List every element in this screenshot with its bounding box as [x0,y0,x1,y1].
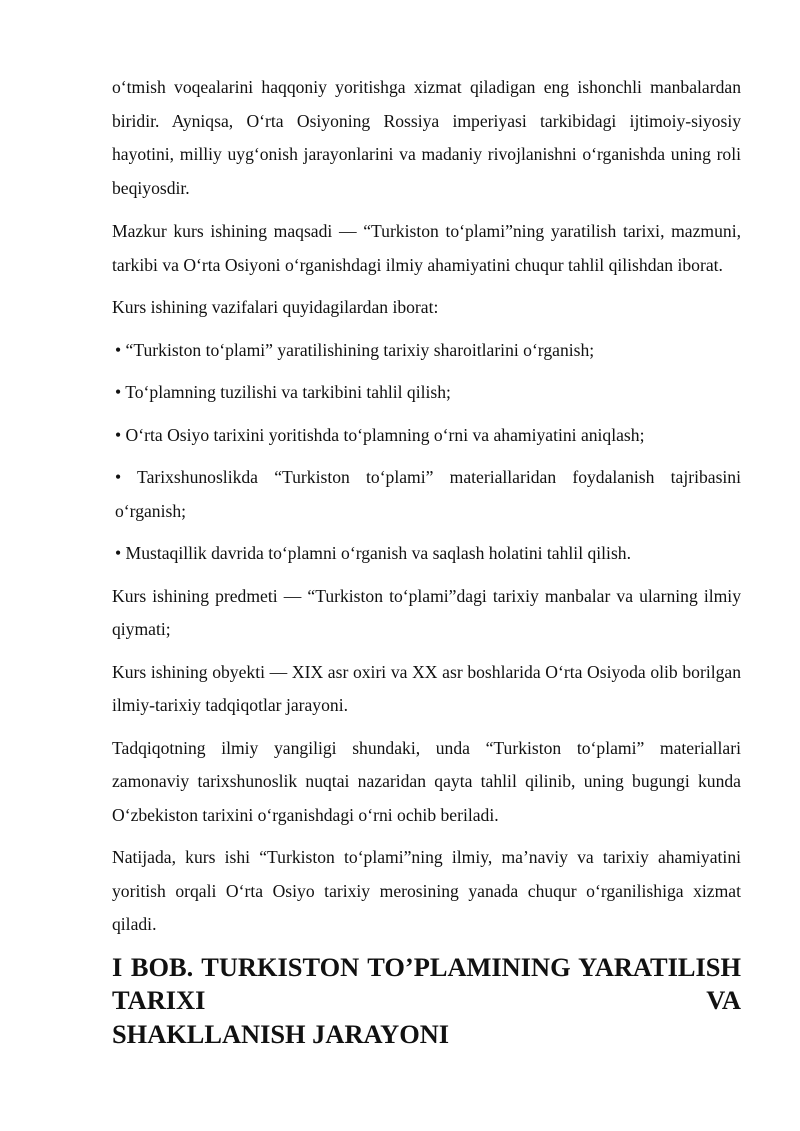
paragraph-course-object: Kurs ishining obyekti — XIX asr oxiri va XX asr boshlarida O‘rta Osiyoda olib borilgan ilmiy-tarixiy tadqiqotlar jarayoni. [112,661,741,715]
paragraph-scientific-novelty: Tadqiqotning ilmiy yangiligi shundaki, unda “Turkiston to‘plami” materiallari zamonaviy tarixshunoslik nuqtai nazaridan qayta tahlil qilinib, uning bugungi kunda O‘zbekiston tarixini o‘rganishdagi o‘rni ochib beriladi. [112,737,741,825]
task-bullet-3: • O‘rta Osiyo tarixini yoritishda to‘plamning o‘rni va ahamiyatini aniqlash; [115,424,645,445]
chapter-heading-line-1: I BOB. TURKISTON TO’PLAMINING YARATILISH TARIXI VA [112,951,741,1015]
task-bullet-5: • Mustaqillik davrida to‘plamni o‘rganish va saqlash holatini tahlil qilish. [115,543,631,563]
task-bullet-1: • “Turkiston to‘plami” yaratilishining tarixiy sharoitlarini o‘rganish; [115,339,595,360]
paragraph-conclusion: Natijada, kurs ishi “Turkiston to‘plami”ning ilmiy, ma’naviy va tarixiy ahamiyatini yoritish orqali O‘rta Osiyo tarixiy merosining yanada chuqur o‘rganilishiga xizmat qiladi. [112,847,741,934]
document-page [112,71,741,1051]
paragraph-course-tasks-intro: Kurs ishining vazifalari quyidagilardan iborat: [112,297,439,317]
paragraph-course-subject: Kurs ishining predmeti — “Turkiston to‘plami”dagi tarixiy manbalar va ularning ilmiy qiymati; [112,585,741,639]
chapter-heading [112,951,741,1052]
paragraph-course-goal: Mazkur kurs ishining maqsadi — “Turkiston to‘plami”ning yaratilish tarixi, mazmuni, tarkibi va O‘rta Osiyoni o‘rganishdagi ilmiy ahamiyatini chuqur tahlil qilishdan iborat. [112,221,741,275]
paragraph-intro-continuation: o‘tmish voqealarini haqqoniy yoritishga xizmat qiladigan eng ishonchli manbalardan biridir. Ayniqsa, O‘rta Osiyoning Rossiya imperiyasi tarkibidagi ijtimoiy-siyosiy hayotini, milliy uyg‘onish jarayonlarini va madaniy rivojlanishni o‘rganishda uning roli beqiyosdir. [112,77,741,198]
chapter-heading-line-2: SHAKLLANISH JARAYONI [112,1018,450,1049]
task-bullet-2: • To‘plamning tuzilishi va tarkibini tahlil qilish; [115,382,451,402]
task-bullet-4: • Tarixshunoslikda “Turkiston to‘plami” materiallaridan foydalanish tajribasini o‘rganish; [115,467,741,521]
